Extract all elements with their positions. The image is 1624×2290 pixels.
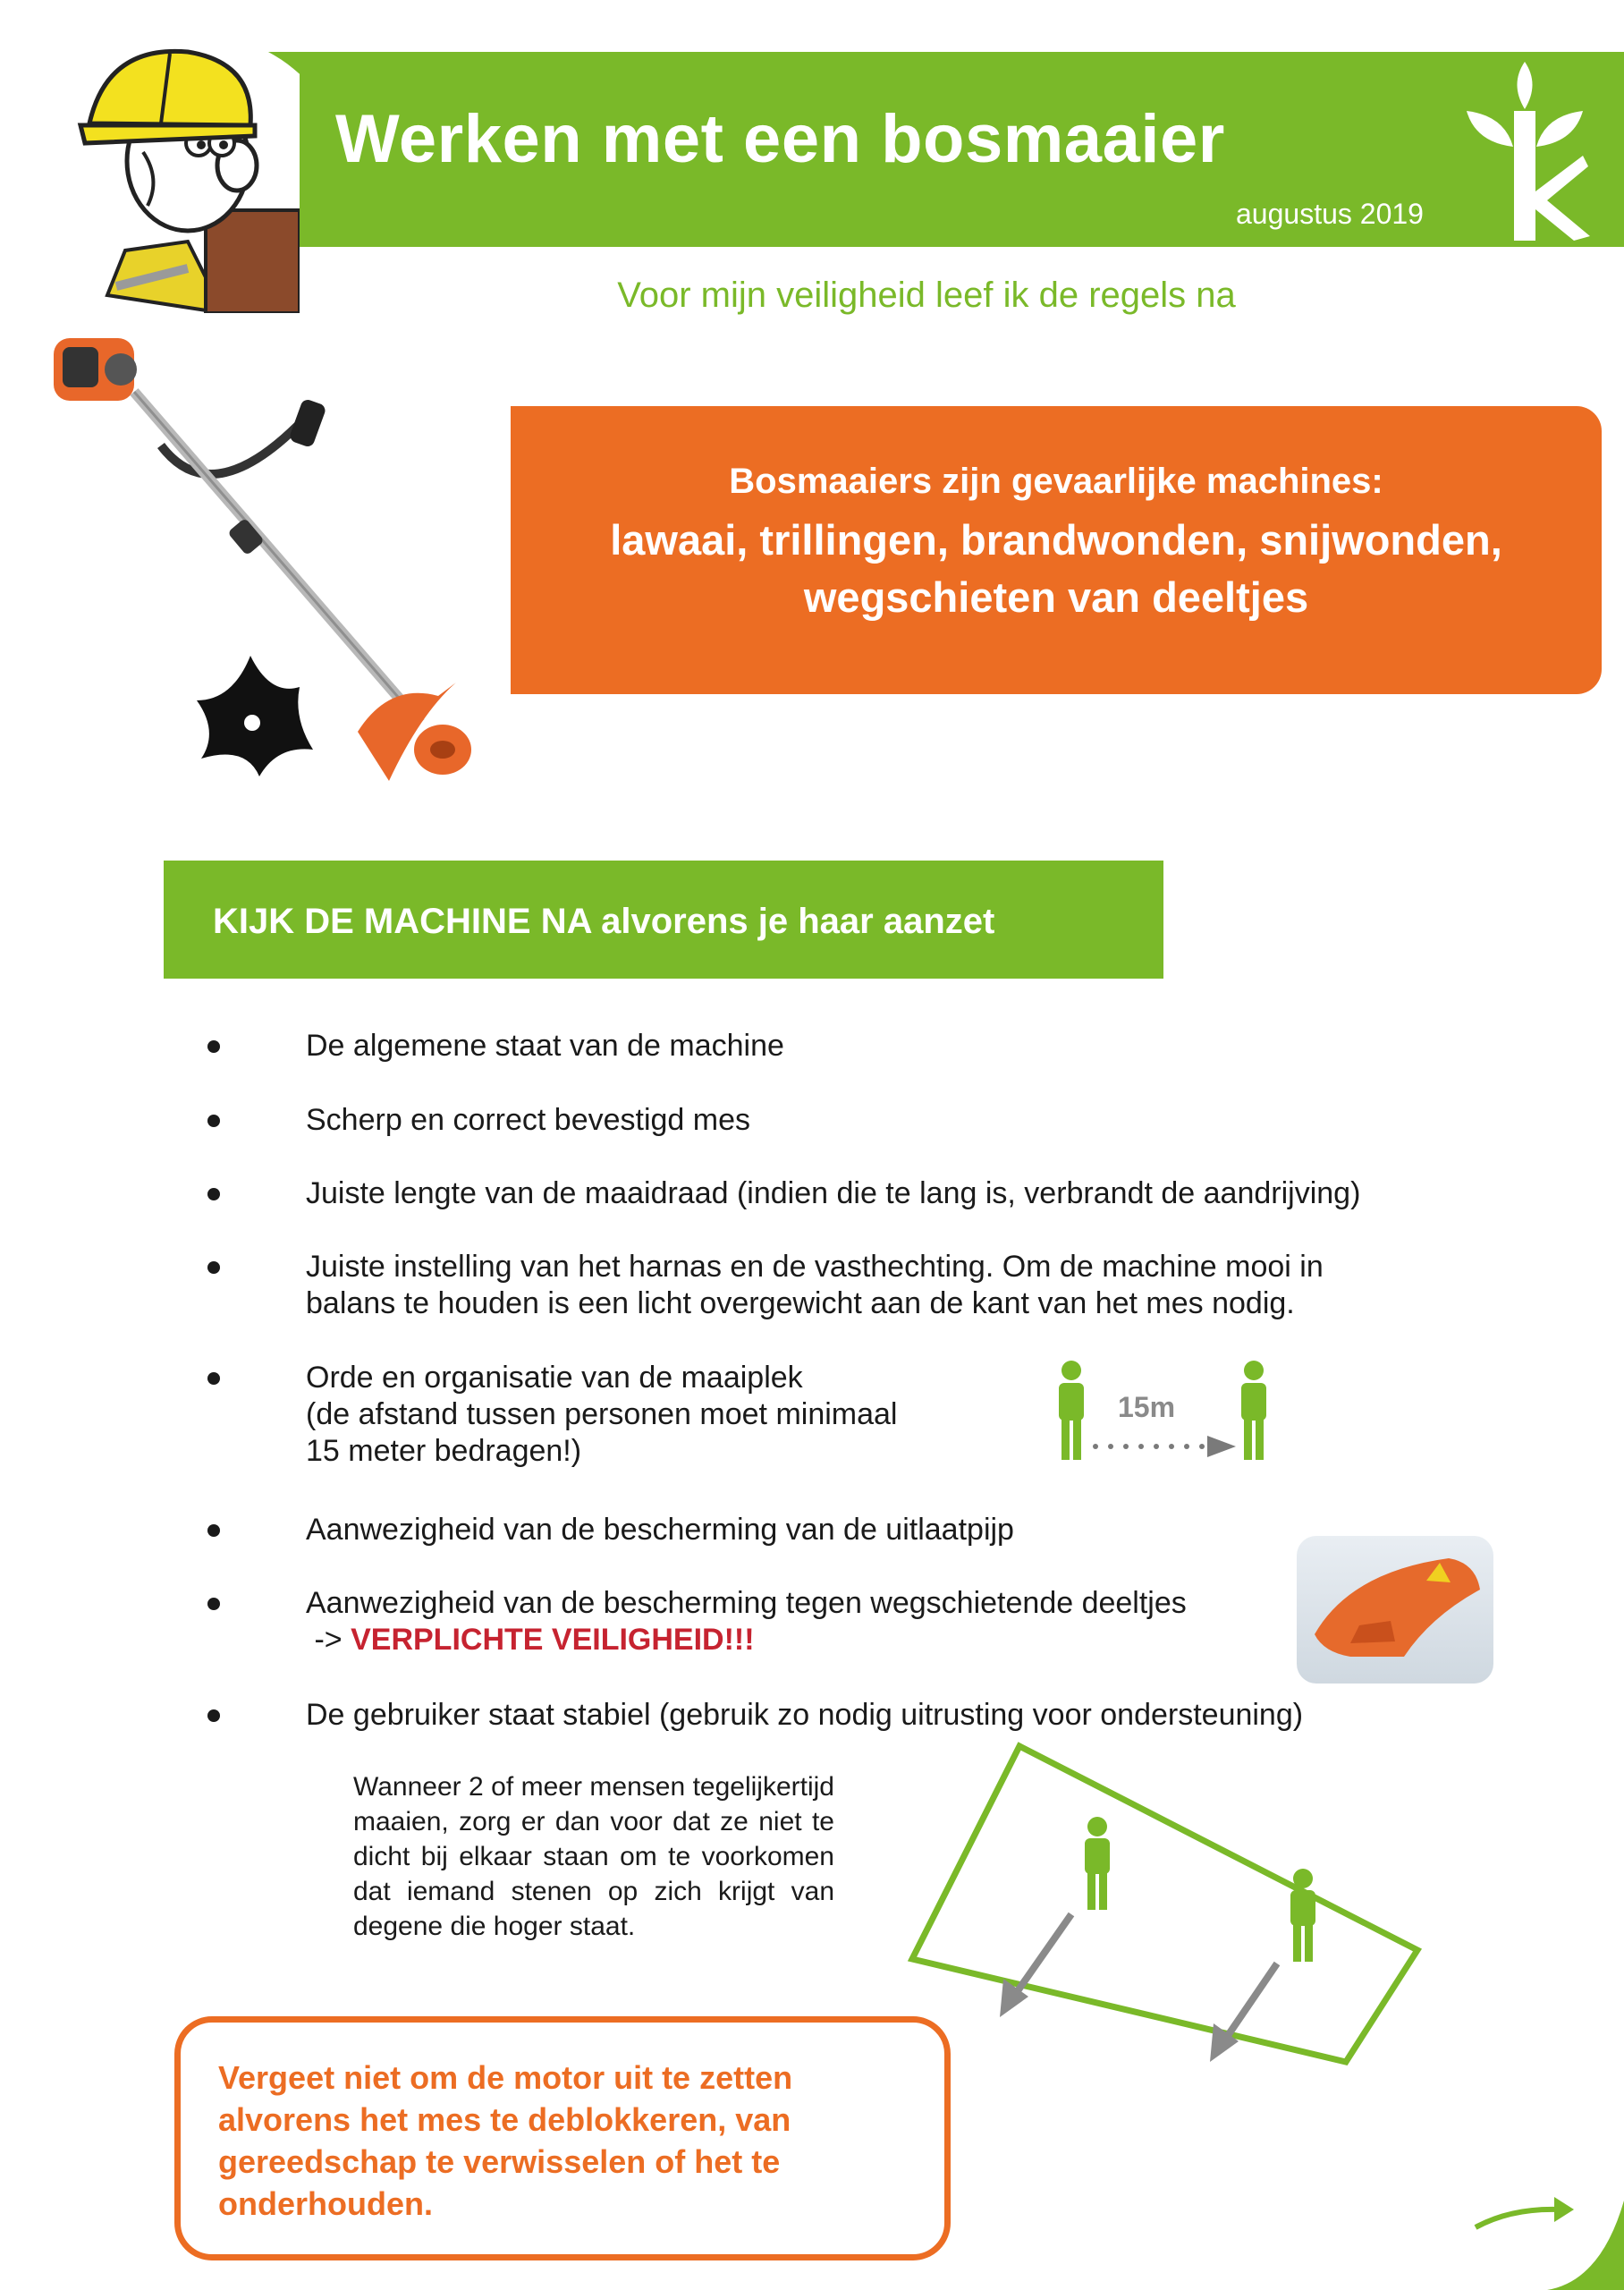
bullet bbox=[207, 1372, 220, 1385]
checklist-item: De gebruiker staat stabiel (gebruik zo nodig uitrusting voor ondersteuning) bbox=[306, 1698, 1304, 1732]
person-icon bbox=[1290, 1869, 1315, 1962]
hazard-warning-box bbox=[511, 406, 1602, 694]
person-icon bbox=[1241, 1361, 1266, 1460]
arrow-icon bbox=[1000, 1914, 1071, 2017]
checklist-item-line bbox=[306, 1622, 1187, 1658]
checklist-item bbox=[306, 1585, 1187, 1658]
hazard-warning-line: wegschieten van deeltjes bbox=[803, 573, 1309, 621]
bullet bbox=[207, 1040, 220, 1053]
person-icon bbox=[1085, 1817, 1110, 1910]
bullet bbox=[207, 1188, 220, 1200]
hazard-warning-title: Bosmaaiers zijn gevaarlijke machines: bbox=[729, 462, 1383, 501]
bullet bbox=[207, 1115, 220, 1127]
engine-off-warning-box bbox=[174, 2016, 951, 2260]
dotted-arrow-icon bbox=[1093, 1436, 1236, 1457]
checklist-item bbox=[306, 1360, 897, 1470]
section-heading-text bbox=[213, 902, 994, 942]
checklist-item-line: Aanwezigheid van de bescherming tegen wegschietende deeltjes bbox=[306, 1586, 1187, 1620]
engine-off-warning-text: Vergeet niet om de motor uit te zetten alvorens het mes te deblokkeren, van gereedschap te verwisselen of het te onderhouden. bbox=[218, 2059, 793, 2222]
next-page-arrow-icon[interactable] bbox=[1467, 2174, 1624, 2290]
person-icon bbox=[1059, 1361, 1084, 1460]
checklist-item-line: (de afstand tussen personen moet minimaal bbox=[306, 1397, 898, 1431]
publication-date: augustus 2019 bbox=[1236, 198, 1424, 230]
worker-avatar-icon bbox=[54, 27, 300, 313]
leaf-k-logo-icon bbox=[1458, 57, 1592, 245]
section-heading-rest: alvorens je haar aanzet bbox=[591, 902, 995, 941]
slope-diagram bbox=[894, 1735, 1431, 2120]
distance-label: 15m bbox=[1118, 1391, 1176, 1423]
section-heading bbox=[164, 861, 1163, 979]
section-heading-caps: KIJK DE MACHINE NA bbox=[213, 902, 591, 941]
guard-photo bbox=[1297, 1536, 1493, 1684]
checklist-item: De algemene staat van de machine bbox=[306, 1029, 784, 1063]
arrow-icon bbox=[1210, 1963, 1277, 2062]
mandatory-safety-note: VERPLICHTE VEILIGHEID!!! bbox=[351, 1623, 755, 1657]
arrow-prefix: -> bbox=[314, 1623, 343, 1657]
hazard-warning-list bbox=[511, 512, 1602, 626]
subtitle: Voor mijn veiligheid leef ik de regels na bbox=[617, 276, 1236, 315]
checklist-item-line: Orde en organisatie van de maaiplek bbox=[306, 1361, 803, 1395]
distance-diagram bbox=[1046, 1360, 1288, 1463]
bullet bbox=[207, 1261, 220, 1274]
bullet bbox=[207, 1524, 220, 1537]
checklist-item: Aanwezigheid van de bescherming van de uitlaatpijp bbox=[306, 1513, 1014, 1547]
checklist-item bbox=[306, 1249, 1324, 1322]
checklist-item-line: Juiste instelling van het harnas en de vasthechting. Om de machine mooi in bbox=[306, 1250, 1324, 1284]
checklist-item-line: balans te houden is een licht overgewicht aan de kant van het mes nodig. bbox=[306, 1286, 1295, 1320]
bullet bbox=[207, 1598, 220, 1610]
checklist-item: Juiste lengte van de maaidraad (indien die te lang is, verbrandt de aandrijving) bbox=[306, 1176, 1361, 1210]
checklist-item: Scherp en correct bevestigd mes bbox=[306, 1103, 751, 1137]
brushcutter-illustration bbox=[36, 329, 519, 794]
checklist-item-line: 15 meter bedragen!) bbox=[306, 1434, 582, 1468]
bullet bbox=[207, 1709, 220, 1722]
page-title: Werken met een bosmaaier bbox=[335, 101, 1225, 177]
slope-note: Wanneer 2 of meer mensen tegelijkertijd maaien, zorg er dan voor dat ze niet te dicht bij elkaar staan om te voorkomen dat iemand stenen op zich krijgt van degene die hoger staat. bbox=[353, 1772, 834, 1941]
hazard-warning-line: lawaai, trillingen, brandwonden, snijwonden, bbox=[610, 516, 1502, 564]
